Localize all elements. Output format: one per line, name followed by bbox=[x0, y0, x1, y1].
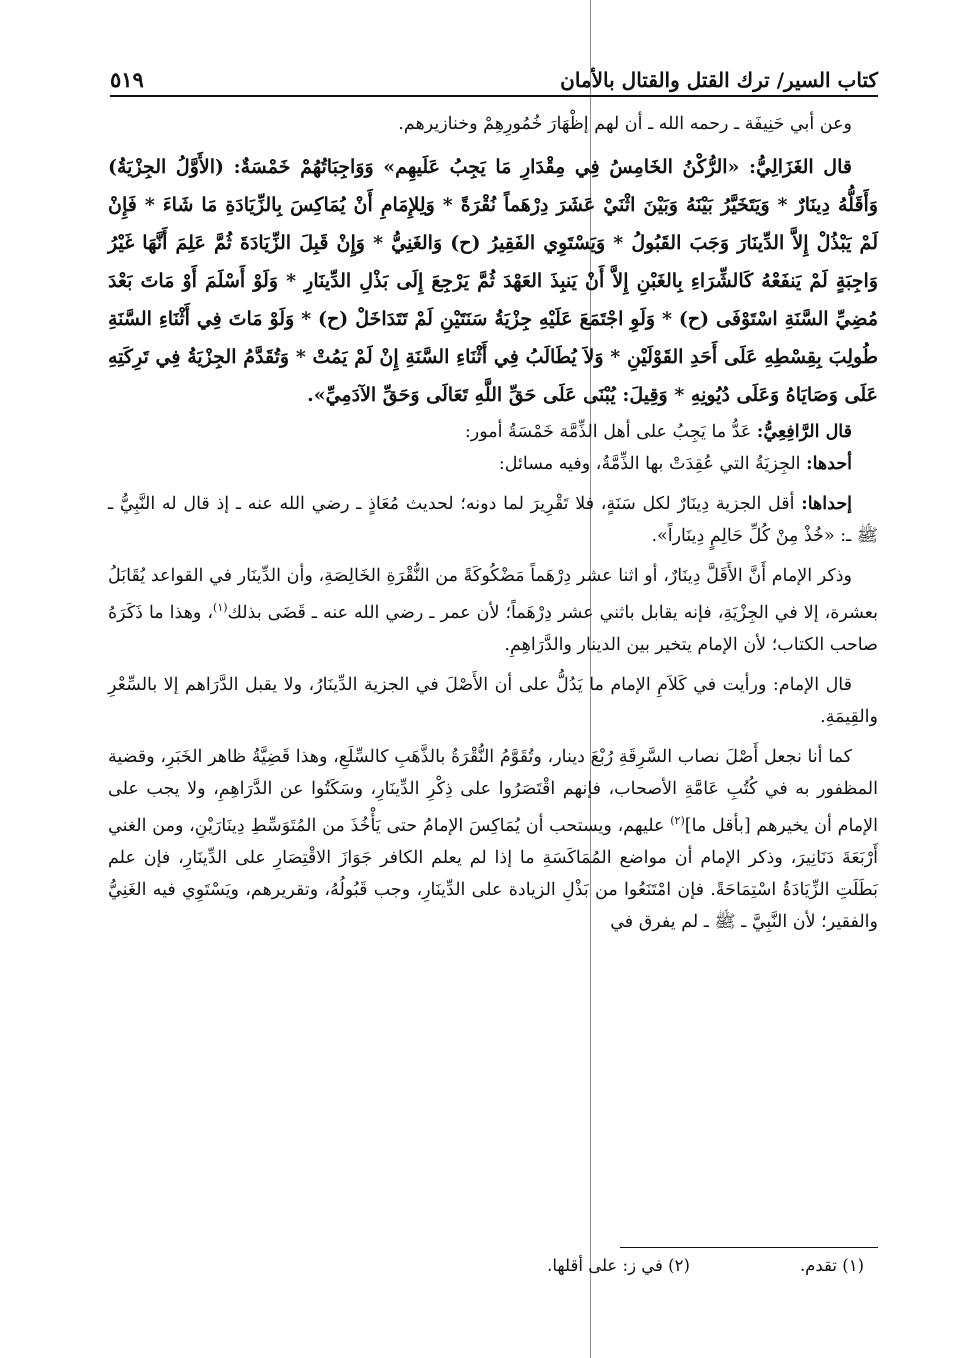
theft-nisab-text-b: عليهم، ويستحب أن يُمَاكِسَ الإمامُ حتى يَأْخُذَ من المُتَوَسِّطِ دِينَارَيْنِ، ومن الغني أَرْبَعَةَ دَنَانِيرَ، وذكر الإمام أن مواضع المُمَاكَسَةِ ما إذا لم يعلم الكافر جَوَازَ الاقْتِصَارِ على الدِّينَارِ، فإن علم بَطَلَتِ الزِّيَادَةُ اسْتِمَاحَةً. فإن امْتَنَعُوا من بَذْلِ الزيادة على الدِّينَارِ، وجب قَبُولُهُ، وتقريرهم، ويَسْتَوِي فيه الغَنِيُّ والفقير؛ لأن النَّبِيَّ ـ ﷺ ـ لم يفرق في bbox=[108, 815, 878, 932]
rafii-paragraph bbox=[108, 416, 878, 448]
first-text: الجِزيَةُ التي عُقِدَتْ بها الذِّمَّةُ، وفيه مسائل: bbox=[498, 454, 801, 474]
footnote-rule bbox=[620, 1247, 878, 1248]
footnote-ref-1: (١) bbox=[213, 601, 228, 614]
theft-nisab-paragraph bbox=[108, 741, 878, 938]
rafii-text: عَدُّ ما يَجِبُ على أهل الذِّمَّة خَمْسَةُ أمور: bbox=[464, 422, 752, 442]
first-issue-text: أقل الجزية دِينَارٌ لكل سَنَةٍ، فلا تَقْرِيرَ لما دونه؛ لحديث مُعَاذٍ ـ رضي الله عنه ـ إذ قال له النَّبِيُّ ـ ﷺ ـ: «خُذْ مِنْ كُلِّ حَالِمٍ دِينَاراً». bbox=[108, 494, 878, 546]
first-label: أحدها: bbox=[806, 454, 852, 474]
first-issue-label: إحداها: bbox=[801, 494, 852, 514]
abu-hanifa-paragraph: وعن أبي حَنِيفَة ـ رحمه الله ـ أن لهم إظْهَارَ خُمُورِهِمْ وخنازيرهم. bbox=[398, 114, 852, 134]
footnote-ref-2: (٢) bbox=[670, 813, 685, 827]
imam-said-paragraph: قال الإمام: ورأيت في كَلاَمِ الإمام ما يَدُلُّ على أن الأَصْلَ في الجزية الدِّينَارُ، ولا يقبل الدَّرَاهم إلا بالسِّعْرِ والقِيمَةِ. bbox=[108, 674, 878, 727]
running-title: كتاب السير/ ترك القتل والقتال بالأمان bbox=[560, 68, 878, 92]
rafii-label: قال الرَّافِعِيُّ: bbox=[756, 422, 852, 442]
first-issue-paragraph bbox=[108, 488, 878, 552]
main-text bbox=[108, 108, 878, 938]
theft-nisab-text-a: كما أنا نجعل أَصْلَ نصاب السَّرِقَةِ رُبْعَ دينار، وتُقَوَّمُ النُّقْرَةُ بالذَّهَبِ كالسِّلَعِ، وهذا قَضِيَّةُ ظاهر الخَبَرِ، وقضية المظفور به في كُتُبِ عَامَّةِ الأصحاب، فإنهم اقْتَصَرُوا على ذِكْرِ الدِّينَارِ، وسَكَتُوا عن الدَّرَاهِمِ، ولا يجب على الإمام أن يخيرهم [بأقل ما] bbox=[108, 746, 878, 836]
imam-dinar-text-a: وذكر الإمام أَنَّ الأَقَلَّ دِينَارٌ، أو اثنا عشر دِرْهَماً مَضْكُوكَةً من النُّقْرَةِ الخَالِصَةِ، وأن الدِّينَار في القواعد يُقَابَلُ بعشرة، إلا في الجِزْيَةِ، فإنه يقابل باثني عشر دِرْهَماً؛ لأن عمر ـ رضي الله عنه ـ قَضَى بذلك bbox=[108, 566, 878, 623]
footnotes bbox=[108, 1256, 864, 1275]
footnote-2: (٢) في ز: على أقلها. bbox=[547, 1256, 690, 1275]
header-rule bbox=[110, 95, 878, 97]
imam-dinar-text-b: ، وهذا ما ذَكَرَهُ صاحب الكتاب؛ لأن الإمام يتخير بين الدينار والدَّرَاهِمِ. bbox=[108, 602, 878, 655]
page-header bbox=[110, 52, 878, 92]
first-obligation-paragraph bbox=[108, 448, 878, 480]
footnote-1: (١) تقدم. bbox=[799, 1256, 864, 1275]
imam-dinar-paragraph bbox=[108, 560, 878, 661]
page-number: ٥١٩ bbox=[110, 67, 144, 92]
ghazali-matn-block: قال الغَزَالِيُّ: «الرُّكْنُ الخَامِسُ فِي مِقْدَارِ مَا يَجِبُ عَلَيهِم» وَوَاجِبَاتُهُمْ خَمْسَةٌ: (الأَوَّلُ الجِزْيَةُ) وَأَقَلُّهُ دِينَارٌ * وَيَتَخَيَّرُ بَيْنَهُ وَبَيْنَ اثْنَيْ عَشَرَ دِرْهَماً نُقْرَةً * وَلِلإِمَامِ أَنْ يُمَاكِسَ بِالزِّيَادَةِ مَا شَاءَ * فَإِنْ لَمْ يَبْذُلْ إِلاَّ الدِّينَارَ وَجَبَ القَبُولُ * وَيَسْتَوِي الفَقِيرُ (ح) وَالغَنِيُّ * وَإِنْ قَبِلَ الزِّيَادَةَ ثُمَّ عَلِمَ أَنَّهَا غَيْرُ وَاجِبَةٍ لَمْ يَنفَعْهُ كَالشِّرَاءِ بِالغَبْنِ إِلاَّ أَنْ يَنبِذَ العَهْدَ ثُمَّ يَرْجِعَ إِلَى بَذْلِ الدِّينَارِ * وَلَوْ أَسْلَمَ أَوْ مَاتَ بَعْدَ مُضِيِّ السَّنَةِ اسْتَوْفَى (ح) * وَلَوِ اجْتَمَعَ عَلَيْهِ جِزْيَةُ سَنَتَيْنِ لَمْ تَتَدَاخَلْ (ح) * وَلَوْ مَاتَ فِي أَثْنَاءِ السَّنَةِ طُولِبَ بِقِسْطِهِ عَلَى أَحَدِ القَوْلَيْنِ * وَلاَ يُطَالَبُ فِي أَثْنَاءِ السَّنَةِ إِنْ لَمْ يَمُتْ * وَتُقَدَّمُ الجِزْيَةُ فِي تَرِكَتِهِ عَلَى وَصَايَاهُ وَعَلَى دُيُونِهِ * وَقِيلَ: يُبْنَى عَلَى حَقِّ اللَّهِ تَعَالَى وَحَقِّ الآدَمِيِّ». bbox=[108, 156, 878, 406]
